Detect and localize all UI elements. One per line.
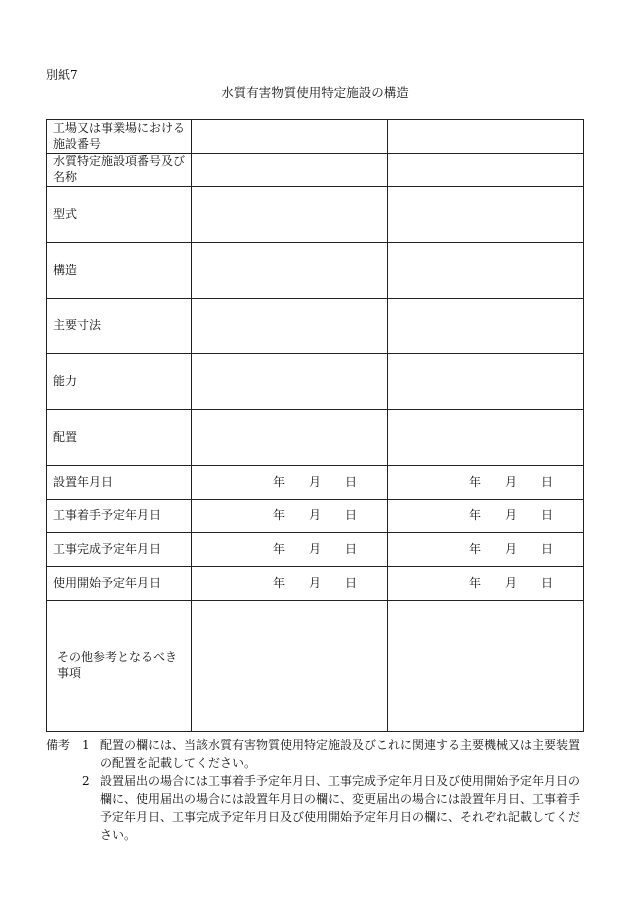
date-cell[interactable] (192, 500, 388, 533)
entry-cell[interactable] (192, 154, 388, 187)
remarks-heading: 備考 (46, 738, 71, 752)
date-cell[interactable] (192, 466, 388, 500)
month-unit: 月 (309, 508, 322, 523)
date-cell[interactable] (388, 567, 584, 601)
date-cell[interactable] (388, 466, 584, 500)
month-unit: 月 (309, 474, 322, 489)
year-unit: 年 (469, 508, 482, 523)
year-unit: 年 (273, 508, 286, 523)
year-unit: 年 (469, 474, 482, 489)
month-unit: 月 (505, 474, 518, 489)
day-unit: 日 (541, 508, 554, 523)
date-cell[interactable] (192, 567, 388, 601)
day-unit: 日 (541, 575, 554, 590)
entry-cell[interactable] (192, 601, 388, 732)
table-row (47, 466, 584, 500)
row-label: 設置年月日 (47, 466, 192, 500)
entry-cell[interactable] (192, 410, 388, 466)
entry-cell[interactable] (388, 410, 584, 466)
entry-cell[interactable] (388, 601, 584, 732)
entry-cell[interactable] (388, 187, 584, 243)
year-unit: 年 (469, 541, 482, 556)
list-item (46, 736, 586, 772)
date-cell[interactable] (388, 533, 584, 567)
day-unit: 日 (541, 541, 554, 556)
row-label: その他参考となるべき事項 (47, 601, 192, 732)
row-label: 工事完成予定年月日 (47, 533, 192, 567)
entry-cell[interactable] (192, 299, 388, 354)
date-cell[interactable] (192, 533, 388, 567)
day-unit: 日 (345, 541, 358, 556)
day-unit: 日 (345, 575, 358, 590)
note-number: 1 (82, 738, 90, 752)
month-unit: 月 (505, 575, 518, 590)
entry-cell[interactable] (388, 354, 584, 410)
row-label: 構造 (47, 243, 192, 299)
note-number: 2 (82, 774, 90, 788)
row-label: 水質特定施設項番号及び名称 (47, 154, 192, 187)
entry-cell[interactable] (388, 299, 584, 354)
table-row (47, 500, 584, 533)
row-label: 工場又は事業場における施設番号 (47, 120, 192, 154)
table-row (47, 243, 584, 299)
entry-cell[interactable] (192, 243, 388, 299)
table-row (47, 567, 584, 601)
list-item (46, 772, 586, 844)
day-unit: 日 (345, 508, 358, 523)
entry-cell[interactable] (192, 354, 388, 410)
date-cell[interactable] (388, 500, 584, 533)
page-title: 水質有害物質使用特定施設の構造 (221, 85, 409, 100)
entry-cell[interactable] (388, 120, 584, 154)
entry-cell[interactable] (192, 187, 388, 243)
facility-structure-table (46, 119, 584, 732)
year-unit: 年 (273, 474, 286, 489)
month-unit: 月 (505, 508, 518, 523)
entry-cell[interactable] (388, 243, 584, 299)
row-label: 主要寸法 (47, 299, 192, 354)
remarks (46, 736, 586, 844)
table-row (47, 601, 584, 732)
row-label: 能力 (47, 354, 192, 410)
month-unit: 月 (309, 541, 322, 556)
table-row (47, 354, 584, 410)
month-unit: 月 (309, 575, 322, 590)
year-unit: 年 (273, 575, 286, 590)
table-row (47, 187, 584, 243)
row-label: 配置 (47, 410, 192, 466)
row-label: 使用開始予定年月日 (47, 567, 192, 601)
table-row (47, 299, 584, 354)
entry-cell[interactable] (192, 120, 388, 154)
entry-cell[interactable] (388, 154, 584, 187)
year-unit: 年 (273, 541, 286, 556)
table-row (47, 410, 584, 466)
row-label: 型式 (47, 187, 192, 243)
note-text: 配置の欄には、当該水質有害物質使用特定施設及びこれに関連する主要機械又は主要装置の配置を記載してください。 (100, 738, 581, 770)
note-text: 設置届出の場合には工事着手予定年月日、工事完成予定年月日及び使用開始予定年月日の欄に、使用届出の場合には設置年月日の欄に、変更届出の場合には設置年月日、工事着手予定年月日、工事完成予定年月日及び使用開始予定年月日の欄に、それぞれ記載してください。 (100, 774, 581, 842)
table-row (47, 120, 584, 154)
day-unit: 日 (541, 474, 554, 489)
row-label: 工事着手予定年月日 (47, 500, 192, 533)
year-unit: 年 (469, 575, 482, 590)
page-label: 別紙7 (46, 68, 78, 82)
month-unit: 月 (505, 541, 518, 556)
day-unit: 日 (345, 474, 358, 489)
table-row (47, 154, 584, 187)
table-row (47, 533, 584, 567)
